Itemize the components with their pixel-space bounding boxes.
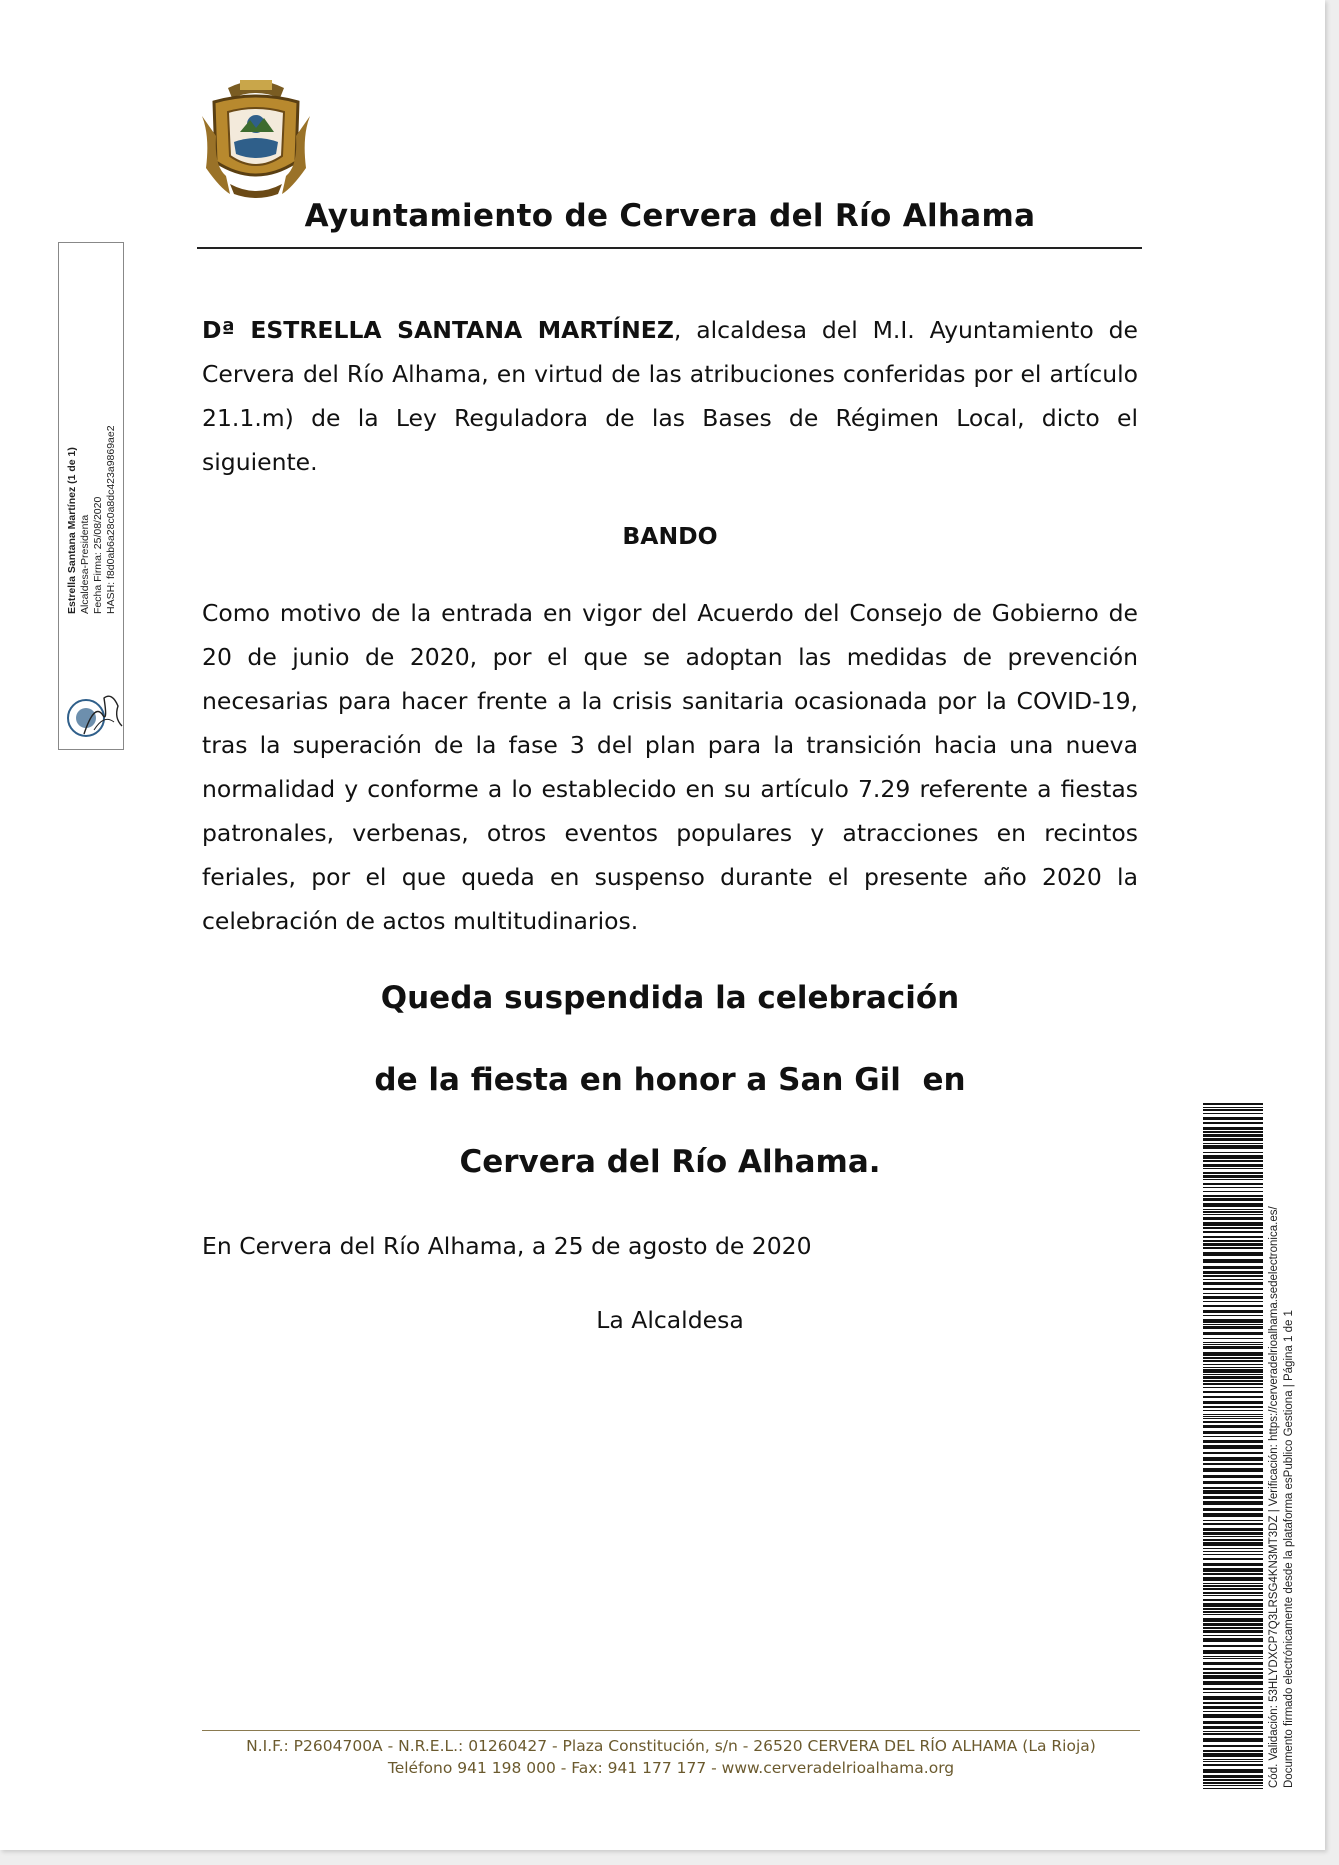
barcode-bar [1203, 1672, 1263, 1674]
barcode-bar [1203, 1548, 1263, 1549]
barcode-bar [1203, 1187, 1263, 1188]
headline-line-1: Queda suspendida la celebración [380, 980, 960, 1016]
barcode-bar [1203, 1618, 1263, 1622]
barcode-bar [1203, 1134, 1263, 1137]
barcode-bar [1203, 1501, 1263, 1505]
barcode-bar [1203, 1775, 1263, 1778]
barcode-bar [1203, 1364, 1263, 1365]
barcode-bar [1203, 1508, 1263, 1511]
signature-signer: Estrella Santana Martínez (1 de 1) [66, 447, 78, 614]
barcode-bar [1203, 1175, 1263, 1178]
validation-details [1267, 1108, 1301, 1788]
barcode-bar [1203, 1198, 1263, 1201]
barcode-bar [1203, 1702, 1263, 1704]
barcode-bar [1203, 1127, 1263, 1130]
barcode-bar [1203, 1380, 1263, 1382]
barcode-bar [1203, 1211, 1263, 1213]
barcode-bar [1203, 1282, 1263, 1285]
barcode-bar [1203, 1588, 1263, 1590]
barcode-bar [1203, 1668, 1263, 1670]
barcode-bar [1203, 1369, 1263, 1373]
dateline: En Cervera del Río Alhama, a 25 de agosto de 2020 [202, 1232, 812, 1260]
barcode-bar [1203, 1324, 1263, 1325]
barcode-bar [1203, 1431, 1263, 1434]
barcode-bar [1203, 1554, 1263, 1555]
barcode-bar [1203, 1542, 1263, 1546]
barcode-bar [1203, 1475, 1263, 1478]
signature-role: Alcaldesa-Presidenta [79, 514, 91, 614]
barcode-bar [1203, 1203, 1263, 1207]
barcode-bar [1203, 1481, 1263, 1484]
barcode-bar [1203, 1623, 1263, 1626]
barcode-bar [1203, 1391, 1263, 1393]
barcode-bar [1203, 1383, 1263, 1385]
barcode-bar [1203, 1523, 1263, 1525]
title-divider [197, 247, 1142, 249]
barcode-bar [1203, 1227, 1263, 1229]
barcode-bar [1203, 1236, 1263, 1238]
barcode-bar [1203, 1152, 1263, 1153]
signature-seal-icon [64, 684, 124, 744]
mayor-name: Dª ESTRELLA SANTANA MARTÍNEZ [202, 316, 674, 344]
barcode-bar [1203, 1583, 1263, 1584]
signature-date: Fecha Firma: 25/08/2020 [92, 496, 104, 614]
barcode-bar [1203, 1259, 1263, 1263]
barcode-bar [1203, 1611, 1263, 1613]
barcode-bar [1203, 1143, 1263, 1144]
barcode-bar [1203, 1342, 1263, 1343]
barcode-bar [1203, 1603, 1263, 1607]
barcode-bar [1203, 1681, 1263, 1685]
barcode-bar [1203, 1319, 1263, 1323]
validation-line-1: Cód. Validación: 53HLYDXCP7Q3LRSG4KN3MT3DZ | Verificación: https://cerveradelrioalhama.sedelectronica.es/ [1268, 1206, 1280, 1788]
section-title: BANDO [622, 522, 718, 550]
validation-barcode-icon [1203, 1103, 1263, 1789]
barcode-bar [1203, 1558, 1263, 1560]
barcode-bar [1203, 1764, 1263, 1766]
barcode-bar [1203, 1266, 1263, 1269]
barcode-bar [1203, 1376, 1263, 1379]
barcode-bar [1203, 1168, 1263, 1169]
motive-paragraph: Como motivo de la entrada en vigor del Acuerdo del Consejo de Gobierno de 20 de junio de 2020, por el que se adoptan las medidas de prevención necesarias para hacer frente a la crisis sanitaria ocasionada por la COVID-19, tras la superación de la fase 3 del plan para la transición hacia una nueva normalidad y conforme a lo establecido en su artículo 7.29 referente a fiestas patronales, verbenas, otros eventos populares y atracciones en recintos feriales, por el que queda en suspenso durante el presente año 2020 la celebración de actos multitudinarios. [202, 599, 1138, 935]
barcode-bar [1203, 1563, 1263, 1566]
barcode-bar [1203, 1551, 1263, 1552]
barcode-bar [1203, 1520, 1263, 1521]
barcode-bar [1203, 1279, 1263, 1280]
signature-hash: HASH: f8d0ab6a28c0a8dc423a9869ae2 [105, 425, 117, 614]
barcode-bar [1203, 1627, 1263, 1629]
barcode-bar [1203, 1271, 1263, 1274]
barcode-bar [1203, 1750, 1263, 1752]
barcode-bar [1203, 1452, 1263, 1454]
barcode-bar [1203, 1658, 1263, 1659]
barcode-bar [1203, 1288, 1263, 1290]
barcode-bar [1203, 1326, 1263, 1329]
barcode-bar [1203, 1738, 1263, 1742]
barcode-bar [1203, 1573, 1263, 1575]
barcode-bar [1203, 1396, 1263, 1398]
barcode-bar [1203, 1145, 1263, 1149]
signature-details [66, 234, 122, 614]
barcode-bar [1203, 1344, 1263, 1345]
barcode-bar [1203, 1247, 1263, 1249]
barcode-bar [1203, 1195, 1263, 1197]
barcode-bar [1203, 1638, 1263, 1642]
barcode-bar [1203, 1103, 1263, 1105]
barcode-bar [1203, 1711, 1263, 1712]
barcode-bar [1203, 1577, 1263, 1581]
barcode-bar [1203, 1608, 1263, 1610]
barcode-bar [1203, 1113, 1263, 1114]
footer-line-1: N.I.F.: P2604700A - N.R.E.L.: 01260427 - Plaza Constitución, s/n - 26520 CERVERA DEL RÍO ALHAMA (La Rioja) [246, 1737, 1096, 1755]
barcode-bar [1203, 1416, 1263, 1417]
barcode-bar [1203, 1122, 1263, 1124]
footer-line-2: Teléfono 941 198 000 - Fax: 941 177 177 - www.cerveradelrioalhama.org [387, 1759, 955, 1777]
barcode-bar [1203, 1231, 1263, 1233]
barcode-bar [1203, 1487, 1263, 1489]
barcode-bar [1203, 1753, 1263, 1757]
barcode-bar [1203, 1536, 1263, 1537]
barcode-bar [1203, 1138, 1263, 1141]
barcode-bar [1203, 1440, 1263, 1443]
barcode-bar [1203, 1650, 1263, 1654]
barcode-bar [1203, 1222, 1263, 1226]
barcode-bar [1203, 1445, 1263, 1449]
barcode-bar [1203, 1172, 1263, 1174]
barcode-bar [1203, 1131, 1263, 1133]
barcode-bar [1203, 1721, 1263, 1724]
headline-line-3: Cervera del Río Alhama. [459, 1144, 881, 1180]
barcode-bar [1203, 1301, 1263, 1302]
barcode-bar [1203, 1217, 1263, 1220]
footer [202, 1735, 1140, 1779]
barcode-bar [1203, 1788, 1263, 1789]
barcode-bar [1203, 1769, 1263, 1773]
barcode-bar [1203, 1183, 1263, 1185]
barcode-bar [1203, 1374, 1263, 1375]
barcode-bar [1203, 1155, 1263, 1159]
barcode-bar [1203, 1692, 1263, 1693]
footer-divider [202, 1730, 1140, 1731]
barcode-bar [1203, 1496, 1263, 1499]
barcode-bar [1203, 1585, 1263, 1587]
coat-of-arms-icon [200, 76, 312, 198]
barcode-bar [1203, 1779, 1263, 1781]
barcode-bar [1203, 1401, 1263, 1404]
barcode-bar [1203, 1733, 1263, 1735]
barcode-bar [1203, 1240, 1263, 1242]
barcode-bar [1203, 1635, 1263, 1636]
barcode-bar [1203, 1109, 1263, 1111]
barcode-bar [1203, 1418, 1263, 1419]
barcode-bar [1203, 1645, 1263, 1647]
barcode-bar [1203, 1275, 1263, 1277]
barcode-bar [1203, 1425, 1263, 1428]
barcode-bar [1203, 1731, 1263, 1732]
barcode-bar [1203, 1164, 1263, 1167]
barcode-bar [1203, 1592, 1263, 1594]
barcode-bar [1203, 1599, 1263, 1601]
barcode-bar [1203, 1179, 1263, 1180]
barcode-bar [1203, 1726, 1263, 1729]
barcode-bar [1203, 1387, 1263, 1388]
barcode-bar [1203, 1761, 1263, 1762]
barcode-bar [1203, 1528, 1263, 1531]
barcode-bar [1203, 1107, 1263, 1108]
barcode-bar [1203, 1490, 1263, 1494]
barcode-bar [1203, 1357, 1263, 1359]
barcode-bar [1203, 1332, 1263, 1335]
barcode-bar [1203, 1315, 1263, 1316]
barcode-bar [1203, 1568, 1263, 1572]
barcode-bar [1203, 1675, 1263, 1679]
barcode-bar [1203, 1117, 1263, 1120]
barcode-bar [1203, 1714, 1263, 1718]
barcode-bar [1203, 1243, 1263, 1246]
barcode-bar [1203, 1614, 1263, 1615]
signer-title: La Alcaldesa [596, 1306, 744, 1334]
barcode-bar [1203, 1410, 1263, 1411]
validation-line-2: Documento firmado electrónicamente desde la plataforma esPublico Gestiona | Página 1 de 1 [1283, 1310, 1295, 1788]
barcode-bar [1203, 1662, 1263, 1665]
barcode-bar [1203, 1595, 1263, 1596]
barcode-bar [1203, 1785, 1263, 1786]
barcode-bar [1203, 1539, 1263, 1541]
barcode-bar [1203, 1463, 1263, 1465]
barcode-bar [1203, 1338, 1263, 1339]
barcode-bar [1203, 1367, 1263, 1368]
barcode-bar [1203, 1346, 1263, 1349]
organization-title: Ayuntamiento de Cervera del Río Alhama [304, 198, 1036, 234]
barcode-bar [1203, 1468, 1263, 1472]
barcode-bar [1203, 1305, 1263, 1307]
barcode-bar [1203, 1209, 1263, 1210]
barcode-bar [1203, 1759, 1263, 1760]
barcode-bar [1203, 1782, 1263, 1784]
barcode-bar [1203, 1414, 1263, 1415]
barcode-bar [1203, 1191, 1263, 1192]
barcode-bar [1203, 1457, 1263, 1461]
headline-line-2: de la fiesta en honor a San Gil en [374, 1062, 966, 1098]
barcode-bar [1203, 1293, 1263, 1294]
barcode-bar [1203, 1214, 1263, 1215]
barcode-bar [1203, 1696, 1263, 1700]
barcode-bar [1203, 1656, 1263, 1657]
barcode-bar [1203, 1360, 1263, 1362]
barcode-bar [1203, 1310, 1263, 1313]
barcode-bar [1203, 1745, 1263, 1747]
barcode-bar [1203, 1252, 1263, 1256]
barcode-bar [1203, 1406, 1263, 1408]
barcode-bar [1203, 1688, 1263, 1690]
barcode-bar [1203, 1706, 1263, 1709]
barcode-bar [1203, 1532, 1263, 1535]
barcode-bar [1203, 1436, 1263, 1437]
intro-paragraph [202, 308, 1138, 484]
intro-text: , alcaldesa del M.I. Ayuntamiento de Cervera del Río Alhama, en virtud de las atribuciones conferidas por el artículo 21.1.m) de la Ley Reguladora de las Bases de Régimen Local, dicto el siguiente. [202, 316, 1138, 476]
barcode-bar [1203, 1513, 1263, 1517]
barcode-bar [1203, 1421, 1263, 1423]
barcode-bar [1203, 1352, 1263, 1356]
barcode-bar [1203, 1160, 1263, 1162]
barcode-bar [1203, 1630, 1263, 1633]
barcode-bar [1203, 1296, 1263, 1299]
